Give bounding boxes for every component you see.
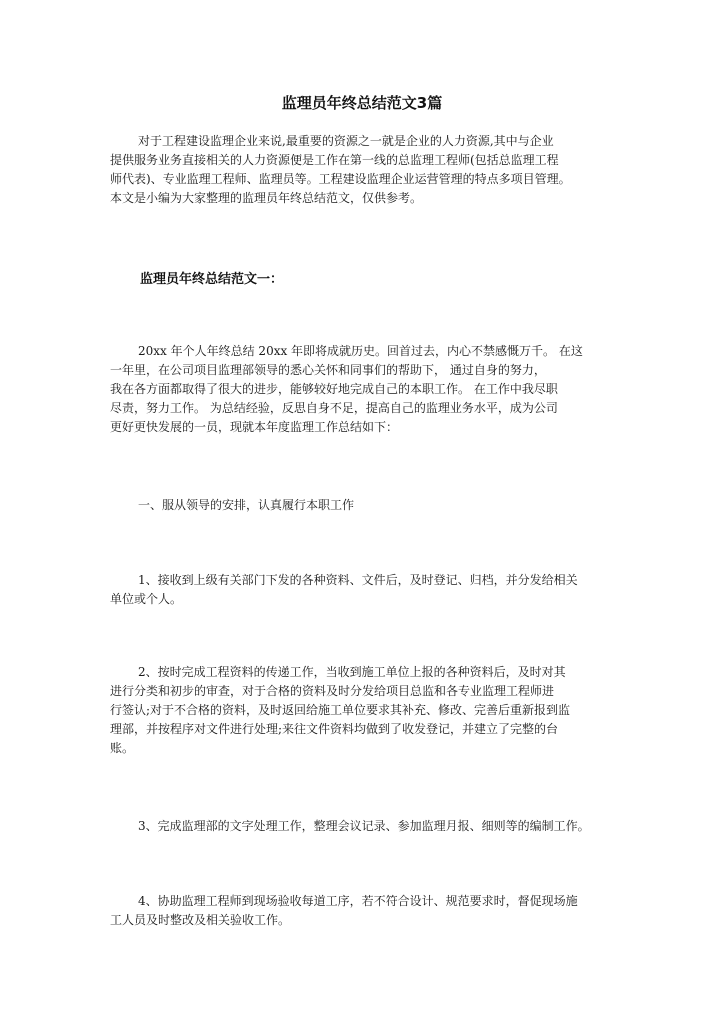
paragraph-line: 一、服从领导的安排，认真履行本职工作 [138,498,355,512]
section-heading: 监理员年终总结范文一： [140,272,284,287]
paragraph-line: 3、完成监理部的文字处理工作，整理会议记录、参加监理月报、细则等的编制工作。 [138,819,590,833]
paragraph-line: 一年里，在公司项目监理部领导的悉心关怀和同事们的帮助下， 通过自身的努力， [110,363,546,377]
paragraph-line: 账。 [110,741,135,755]
paragraph-line: 理部，并按程序对文件进行处理;来往文件资料均做到了收发登记，并建立了完整的台 [110,722,559,736]
paragraph-line: 行签认;对于不合格的资料，及时返回给施工单位要求其补充、修改、完善后重新报到监 [110,703,571,717]
paragraph-line: 2、按时完成工程资料的传递工作，当收到施工单位上报的各种资料后，及时对其 [138,665,566,679]
paragraph-line: 4、协助监理工程师到现场验收每道工序，若不符合设计、规范要求时，督促现场施 [138,894,578,908]
paragraph-line: 更好更快发展的一员，现就本年度监理工作总结如下： [110,420,399,434]
paragraph-line: 进行分类和初步的审查，对于合格的资料及时分发给项目总监和各专业监理工程师进 [110,684,555,698]
paragraph-line: 我在各方面都取得了很大的进步，能够较好地完成自己的本职工作。 在工作中我尽职 [110,382,558,396]
intro-line: 对于工程建设监理企业来说,最重要的资源之一就是企业的人力资源,其中与企业 [138,134,554,148]
paragraph-line: 工人员及时整改及相关验收工作。 [110,913,291,927]
intro-line: 本文是小编为大家整理的监理员年终总结范文，仅供参考。 [110,191,423,205]
paragraph-line: 尽责，努力工作。 为总结经验，反思自身不足，提高自己的监理业务水平，成为公司 [110,401,558,415]
paragraph-line: 20xx 年个人年终总结 20xx 年即将成就历史。回首过去，内心不禁感慨万千。 在这 [138,344,583,358]
paragraph-line: 1、接收到上级有关部门下发的各种资料、文件后，及时登记、归档，并分发给相关 [138,573,578,587]
page-title: 监理员年终总结范文3篇 [281,94,443,112]
intro-line: 提供服务业务直接相关的人力资源便是工作在第一线的总监理工程师(包括总监理工程 [110,153,559,167]
paragraph-line: 单位或个人。 [110,592,183,606]
intro-line: 师代表)、专业监理工程师、监理员等。工程建设监理企业运营管理的特点多项目管理。 [110,172,571,186]
